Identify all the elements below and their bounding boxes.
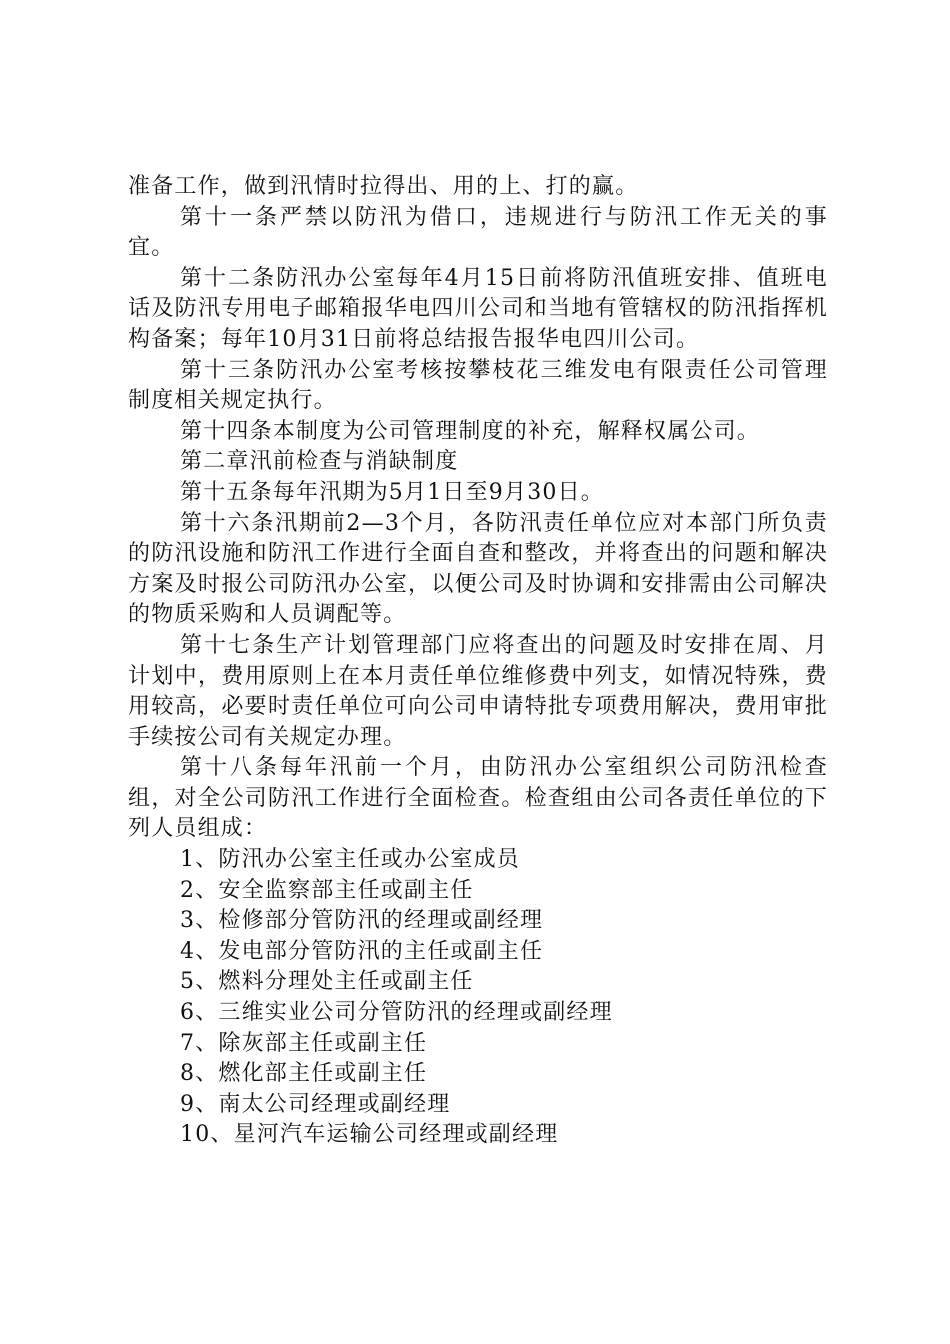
list-item: 5、燃料分理处主任或副主任 (180, 969, 474, 995)
article-16: 第十六条汛期前2—3个月，各防汛责任单位应对本部门所负责的防汛设施和防汛工作进行全面自查和整改，并将查出的问题和解决方案及时报公司防汛办公室，以便公司及时协调和安排需由公司解决的物质采购和人员调配等。 (128, 510, 828, 628)
document-body (128, 172, 828, 1151)
list-item: 6、三维实业公司分管防汛的经理或副经理 (180, 1000, 613, 1026)
article-15: 第十五条每年汛期为5月1日至9月30日。 (180, 479, 604, 505)
list-item: 3、检修部分管防汛的经理或副经理 (180, 908, 544, 934)
paragraph-continuation: 准备工作，做到汛情时拉得出、用的上、打的赢。 (128, 174, 639, 199)
article-17: 第十七条生产计划管理部门应将查出的问题及时安排在周、月计划中，费用原则上在本月责任单位维修费中列支，如情况特殊，费用较高，必要时责任单位可向公司申请特批专项费用解决，费用审批手续按公司有关规定办理。 (128, 632, 828, 750)
article-13: 第十三条防汛办公室考核按攀枝花三维发电有限责任公司管理制度相关规定执行。 (128, 357, 828, 414)
article-12: 第十二条防汛办公室每年4月15日前将防汛值班安排、值班电话及防汛专用电子邮箱报华电四川公司和当地有管辖权的防汛指挥机构备案；每年10月31日前将总结报告报华电四川公司。 (128, 265, 828, 352)
chapter-heading: 第二章汛前检查与消缺制度 (180, 449, 459, 475)
list-item: 10、星河汽车运输公司经理或副经理 (180, 1122, 559, 1148)
list-item: 4、发电部分管防汛的主任或副主任 (180, 938, 544, 964)
list-item: 1、防汛办公室主任或办公室成员 (180, 847, 520, 873)
list-item: 7、除灰部主任或副主任 (180, 1030, 428, 1056)
article-11: 第十一条严禁以防汛为借口，违规进行与防汛工作无关的事宜。 (128, 204, 828, 261)
article-18: 第十八条每年汛前一个月，由防汛办公室组织公司防汛检查组，对全公司防汛工作进行全面检查。检查组由公司各责任单位的下列人员组成： (128, 755, 828, 842)
member-list (128, 845, 828, 1151)
article-14: 第十四条本制度为公司管理制度的补充，解释权属公司。 (180, 418, 761, 444)
list-item: 8、燃化部主任或副主任 (180, 1061, 428, 1087)
list-item: 2、安全监察部主任或副主任 (180, 877, 474, 903)
list-item: 9、南太公司经理或副经理 (180, 1091, 451, 1117)
